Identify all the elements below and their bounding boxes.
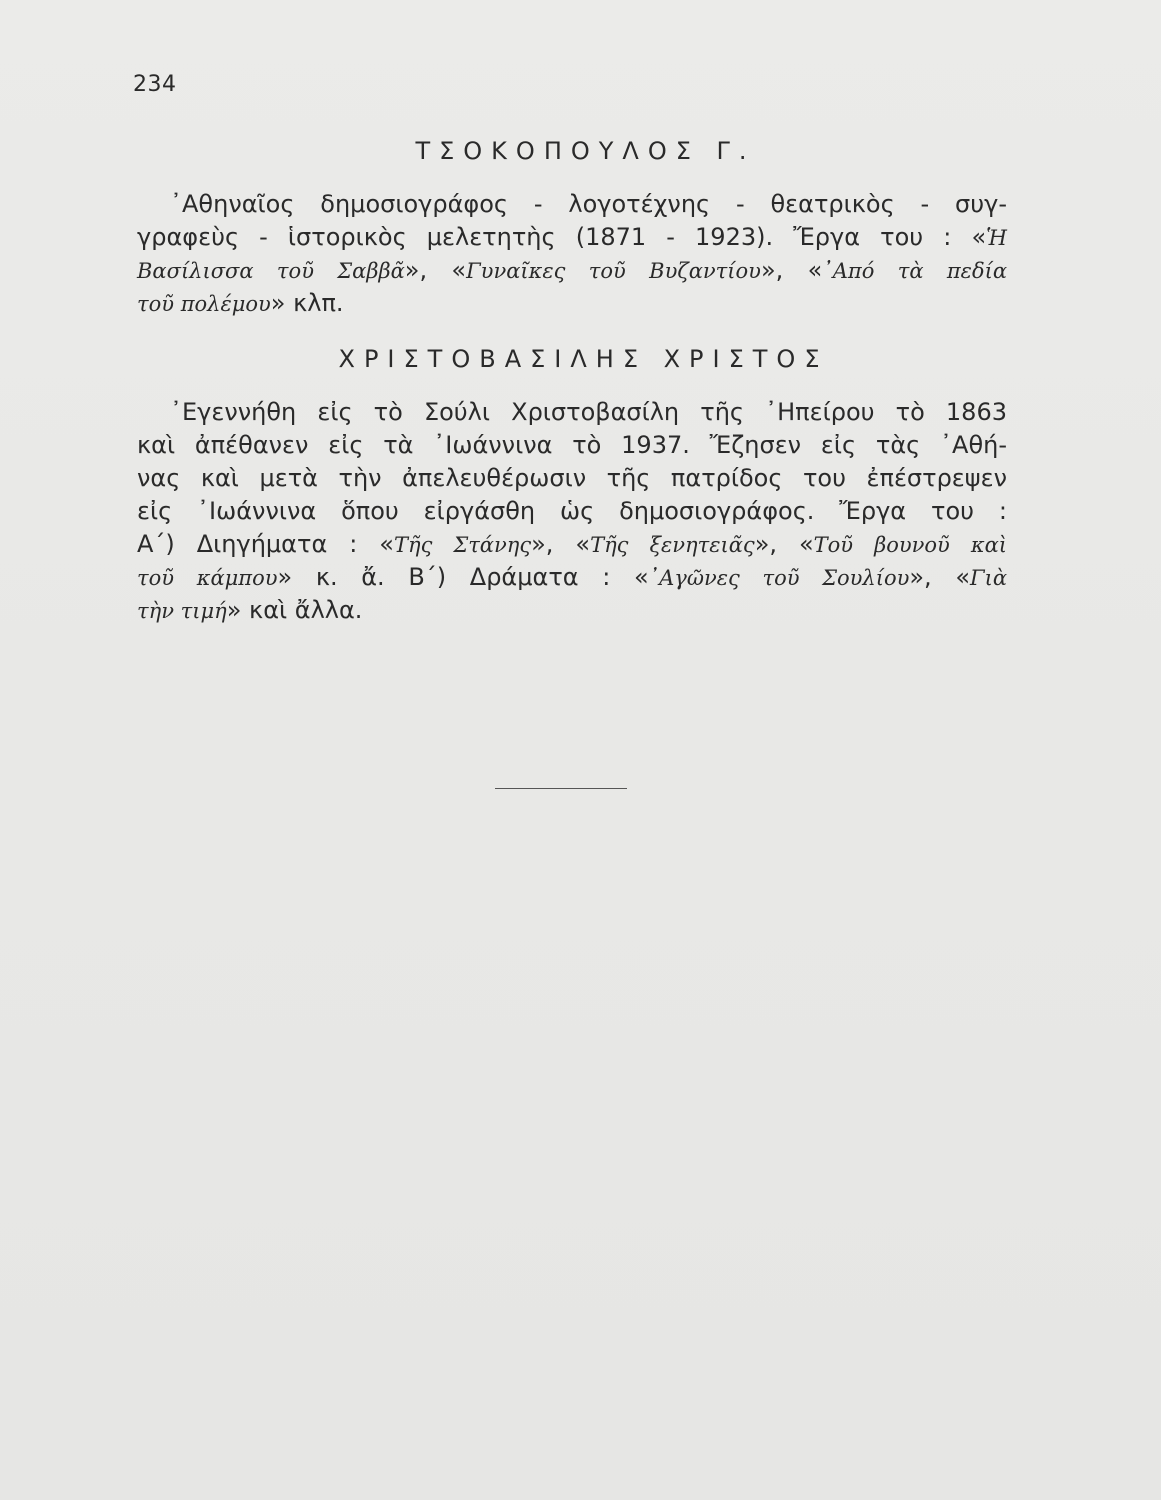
paragraph-line: τοῦ κάμπου» κ. ἄ. Β΄) Δράματα : «᾿Αγῶνες τοῦ Σουλίου», «Γιὰ xyxy=(137,563,1008,591)
paragraph-line: καὶ ἀπέθανεν εἰς τὰ ᾿Ιωάννινα τὸ 1937. Ἔζησεν εἰς τὰς ᾿Αθή- xyxy=(137,431,1007,459)
paragraph-line: Βασίλισσα τοῦ Σαββᾶ», «Γυναῖκες τοῦ Βυζαντίου», «᾿Από τὰ πεδία xyxy=(137,256,1008,284)
paragraph-line: εἰς ᾿Ιωάννινα ὅπου εἰργάσθη ὡς δημοσιογράφος. Ἔργα του : xyxy=(137,497,1007,525)
paragraph-line: γραφεὺς - ἱστορικὸς μελετητὴς (1871 - 1923). Ἔργα του : «Ἡ xyxy=(137,223,1007,251)
page-number: 234 xyxy=(133,72,177,97)
paragraph-line: Α΄) Διηγήματα : «Τῆς Στάνης», «Τῆς ξενητειᾶς», «Τοῦ βουνοῦ καὶ xyxy=(137,530,1008,558)
paragraph-line: τὴν τιμή» καὶ ἄλλα. xyxy=(137,596,363,624)
entry-heading-tsokopoulos: ΤΣΟΚΟΠΟΥΛΟΣ Γ. xyxy=(415,137,756,165)
paragraph-line: τοῦ πολέμου» κλπ. xyxy=(137,289,344,317)
paragraph-line: ᾿Αθηναῖος δημοσιογράφος - λογοτέχνης - θεατρικὸς - συγ- xyxy=(170,190,1007,218)
paragraph-line: ᾿Εγεννήθη εἰς τὸ Σούλι Χριστοβασίλη τῆς ᾿Ηπείρου τὸ 1863 xyxy=(170,398,1007,426)
paragraph-line: νας καὶ μετὰ τὴν ἀπελευθέρωσιν τῆς πατρίδος του ἐπέστρεψεν xyxy=(137,464,1007,492)
entry-heading-christovasilis: ΧΡΙΣΤΟΒΑΣΙΛΗΣ ΧΡΙΣΤΟΣ xyxy=(338,345,829,373)
entry-paragraph-tsokopoulos xyxy=(137,188,1007,320)
entry-paragraph-christovasilis xyxy=(137,396,1007,627)
section-end-rule xyxy=(495,788,627,789)
